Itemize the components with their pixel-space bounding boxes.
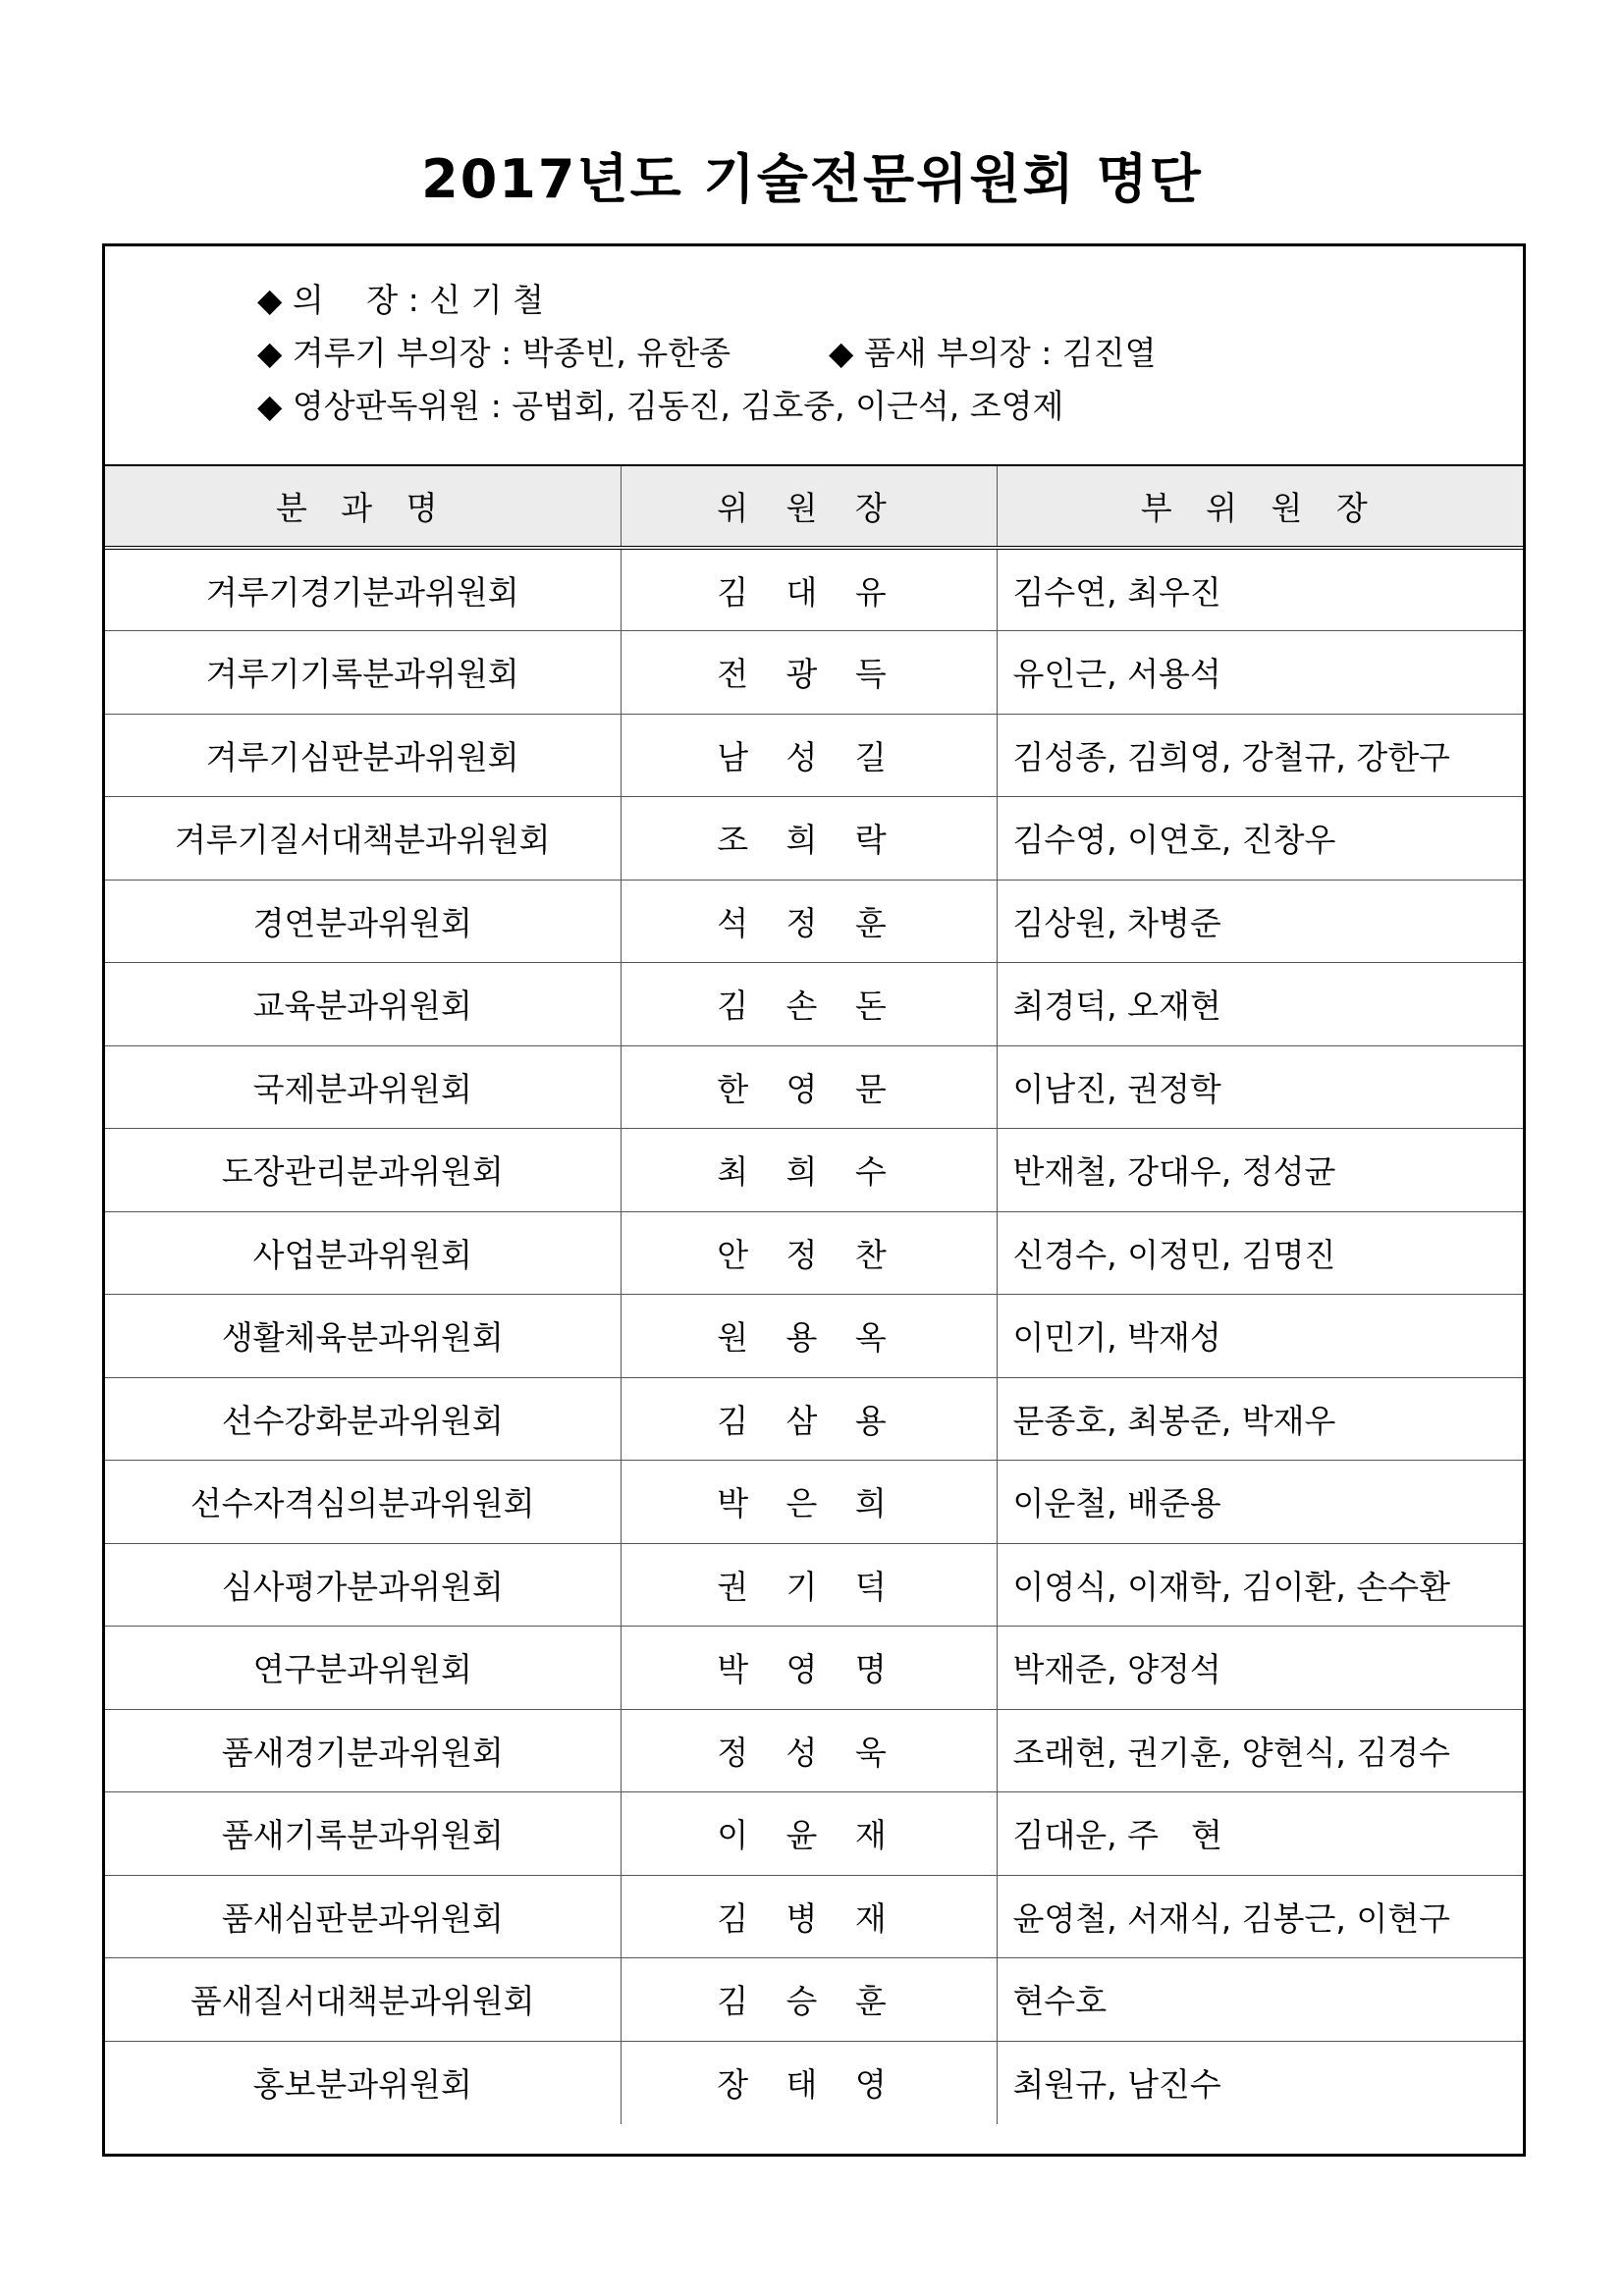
chair-cell: 석 정 훈 <box>621 880 997 963</box>
department-cell: 생활체육분과위원회 <box>105 1295 621 1378</box>
committee-table <box>105 464 1523 2124</box>
table-row <box>105 1295 1523 1378</box>
chair-cell: 김 손 돈 <box>621 963 997 1046</box>
table-row <box>105 1377 1523 1461</box>
table-row <box>105 1627 1523 1710</box>
department-cell: 홍보분과위원회 <box>105 2041 621 2124</box>
table-row <box>105 1875 1523 1958</box>
kyorugi-vice-chair: ◆ 겨루기 부의장 : 박종빈, 유한종 <box>257 334 731 372</box>
chair-cell: 이 윤 재 <box>621 1792 997 1876</box>
vice-chair-cell: 이운철, 배준용 <box>997 1461 1523 1544</box>
department-cell: 도장관리분과위원회 <box>105 1129 621 1212</box>
vice-chair-cell: 이민기, 박재성 <box>997 1295 1523 1378</box>
vice-chair-cell: 유인근, 서용석 <box>997 631 1523 715</box>
vice-chair-cell: 김대운, 주 현 <box>997 1792 1523 1876</box>
department-cell: 연구분과위원회 <box>105 1627 621 1710</box>
vice-chair-cell: 박재준, 양정석 <box>997 1627 1523 1710</box>
chair-cell: 한 영 문 <box>621 1045 997 1129</box>
table-row <box>105 1129 1523 1212</box>
leadership-info <box>105 246 1523 464</box>
table-row <box>105 963 1523 1046</box>
department-cell: 선수자격심의분과위원회 <box>105 1461 621 1544</box>
chair-cell: 정 성 욱 <box>621 1709 997 1792</box>
department-cell: 품새경기분과위원회 <box>105 1709 621 1792</box>
vice-chair-cell: 김수연, 최우진 <box>997 548 1523 631</box>
department-cell: 선수강화분과위원회 <box>105 1377 621 1461</box>
chair-cell: 김 삼 용 <box>621 1377 997 1461</box>
chair-cell: 남 성 길 <box>621 714 997 797</box>
department-cell: 심사평가분과위원회 <box>105 1543 621 1627</box>
table-row <box>105 1792 1523 1876</box>
poomsae-vice-chair: ◆ 품새 부의장 : 김진열 <box>828 334 1157 372</box>
department-cell: 겨루기경기분과위원회 <box>105 548 621 631</box>
vice-chair-cell: 최경덕, 오재현 <box>997 963 1523 1046</box>
table-row <box>105 797 1523 881</box>
chair-cell: 최 희 수 <box>621 1129 997 1212</box>
chair-cell: 박 은 희 <box>621 1461 997 1544</box>
department-cell: 사업분과위원회 <box>105 1211 621 1295</box>
vice-chair-cell: 이남진, 권정학 <box>997 1045 1523 1129</box>
chair-cell: 장 태 영 <box>621 2041 997 2124</box>
department-cell: 품새질서대책분과위원회 <box>105 1958 621 2042</box>
chair-cell: 권 기 덕 <box>621 1543 997 1627</box>
vice-chairs-line <box>257 327 1523 380</box>
table-row <box>105 1045 1523 1129</box>
department-cell: 국제분과위원회 <box>105 1045 621 1129</box>
chair-cell: 박 영 명 <box>621 1627 997 1710</box>
department-cell: 품새기록분과위원회 <box>105 1792 621 1876</box>
vice-chair-cell: 윤영철, 서재식, 김봉근, 이현구 <box>997 1875 1523 1958</box>
department-cell: 겨루기기록분과위원회 <box>105 631 621 715</box>
table-row <box>105 1958 1523 2042</box>
vice-chair-cell: 최원규, 남진수 <box>997 2041 1523 2124</box>
chair-cell: 안 정 찬 <box>621 1211 997 1295</box>
vice-chair-cell: 김상원, 차병준 <box>997 880 1523 963</box>
roster-frame <box>102 243 1526 2157</box>
department-cell: 겨루기질서대책분과위원회 <box>105 797 621 881</box>
vice-chair-cell: 이영식, 이재학, 김이환, 손수환 <box>997 1543 1523 1627</box>
vice-chair-cell: 김성종, 김희영, 강철규, 강한구 <box>997 714 1523 797</box>
header-department: 분 과 명 <box>105 465 621 548</box>
vice-chair-cell: 현수호 <box>997 1958 1523 2042</box>
chair-cell: 김 대 유 <box>621 548 997 631</box>
table-row <box>105 631 1523 715</box>
vice-chair-cell: 문종호, 최봉준, 박재우 <box>997 1377 1523 1461</box>
page-title: 2017년도 기술전문위원회 명단 <box>421 148 1203 210</box>
header-chair: 위 원 장 <box>621 465 997 548</box>
chair-line: ◆ 의 장 : 신 기 철 <box>257 281 544 319</box>
department-cell: 교육분과위원회 <box>105 963 621 1046</box>
table-header-row <box>105 465 1523 548</box>
chair-cell: 김 병 재 <box>621 1875 997 1958</box>
chair-cell: 원 용 옥 <box>621 1295 997 1378</box>
chair-cell: 전 광 득 <box>621 631 997 715</box>
table-row <box>105 880 1523 963</box>
video-judges-line: ◆ 영상판독위원 : 공법회, 김동진, 김호중, 이근석, 조영제 <box>257 387 1064 425</box>
table-row <box>105 1543 1523 1627</box>
department-cell: 품새심판분과위원회 <box>105 1875 621 1958</box>
department-cell: 겨루기심판분과위원회 <box>105 714 621 797</box>
chair-cell: 김 승 훈 <box>621 1958 997 2042</box>
vice-chair-cell: 조래현, 권기훈, 양현식, 김경수 <box>997 1709 1523 1792</box>
header-vice-chair: 부 위 원 장 <box>997 465 1523 548</box>
table-row <box>105 1211 1523 1295</box>
table-row <box>105 548 1523 631</box>
vice-chair-cell: 반재철, 강대우, 정성균 <box>997 1129 1523 1212</box>
table-row <box>105 1709 1523 1792</box>
vice-chair-cell: 김수영, 이연호, 진창우 <box>997 797 1523 881</box>
chair-cell: 조 희 락 <box>621 797 997 881</box>
vice-chair-cell: 신경수, 이정민, 김명진 <box>997 1211 1523 1295</box>
table-row <box>105 1461 1523 1544</box>
table-row <box>105 714 1523 797</box>
department-cell: 경연분과위원회 <box>105 880 621 963</box>
table-row <box>105 2041 1523 2124</box>
